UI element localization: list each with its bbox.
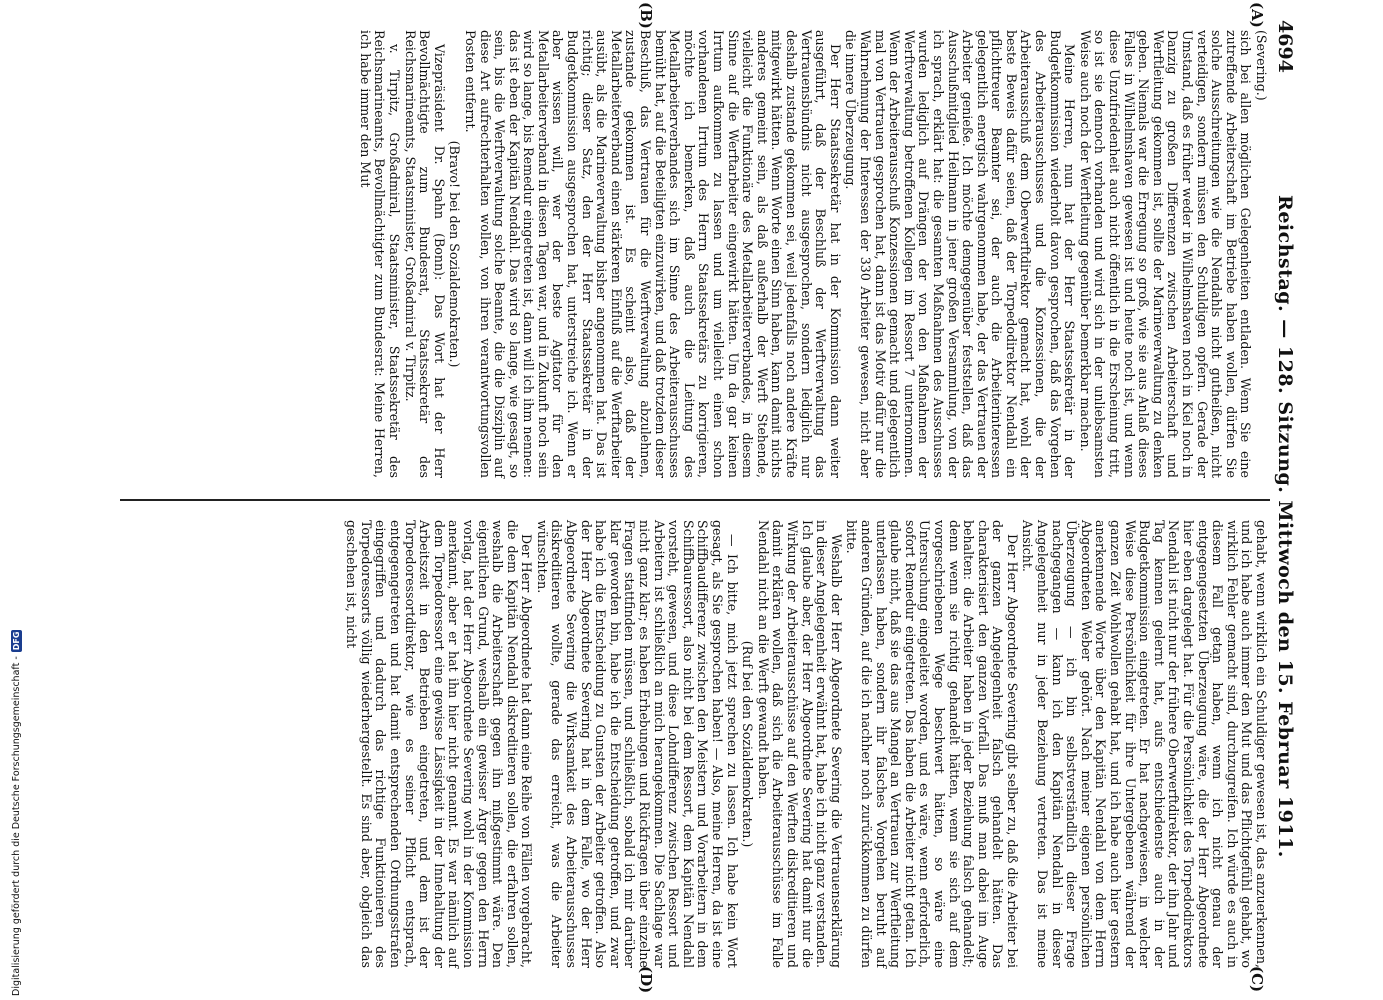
margin-mark-c: (C): [1248, 966, 1266, 993]
paragraph: Der Herr Staatssekretär hat in der Kommission dann weiter ausgeführt, daß der Beschluß der Werftverwaltung das Vertrauensbündnis nicht ausgesprochen, sondern lediglich nur deshalb zustande gekommen sei, weil jedenfalls noch andere Kräfte mitgewirkt hätten. Wenn Worte einen Sinn haben, kann damit nichts anderes gemeint sein, als daß außerhalb der Werft Stehende, vielleicht die Funktionäre des Metallarbeiterverbandes, in diesem Sinne auf die Werftarbeiter eingewirkt hätten. Um da gar keinen Irrtum aufkommen zu lassen und um vielleicht einen schon vorhandenen Irrtum des Herrn Staatssekretärs zu korrigieren, möchte ich bemerken, daß auch die Leitung des Metallarbeiterverbandes sich im Sinne des Arbeiterausschusses bemüht hat, auf die Beteiligten einzuwirken, und daß trotzdem dieser Beschluß, das Vertrauen für die Werftverwaltung abzulehnen, zustande gekommen ist. Es scheint also, daß der Metallarbeiterverband einen stärkeren Einfluß auf die Werftarbeiter ausübt, als die Marineverwaltung bisher angenommen hat. Das ist richtig; dieser Satz, den der Herr Staatssekretär in der Budgetkommission ausgesprochen hat, unterstreiche ich. Wenn er aber wissen will, wer der beste Agitator für den Metallarbeiterverband in diesen Tagen war, und in Zukunft noch sein wird so lange, bis Remedur eingetreten ist, dann will ich ihm nennen: das ist eben der Kapitän Nendahl. Das wird so lange, wie gesagt, so sein, bis die Werftverwaltung solche Beamte, die die Disziplin auf diese Art aufrechterhalten wollen, von ihren verantwortungsvollen Posten entfernt.: [462, 30, 843, 478]
paragraph: — Ich bitte, mich jetzt sprechen zu lassen. Ich habe kein Wort gesagt, als Sie gesprochen haben! — Also, meine Herren, da ist eine Schiffbaudifferenz zwischen den Meistern und Vorarbeitern in dem Schiffbauressort, also nicht bei dem Ressort, dem Kapitän Nendahl vorsteht, gewesen, und diese Lohndifferenz zwischen Ressort und Arbeitern ist schließlich an mich herangekommen. Die Sachlage war nicht ganz klar; es haben Erhebungen und Rückfragen über einzelne Fragen stattfinden müssen, und schließlich, sobald ich mir darüber klar geworden bin, habe ich die Entscheidung getroffen, und zwar habe ich die Entscheidung zu Gunsten der Arbeiter getroffen. Also der Herr Abgeordnete Severing hat in dem Falle, wo der Herr Abgeordnete Severing die Wirksamkeit des Arbeiterausschusses diskreditieren wollte, gerade das erreicht, was die Arbeiter wünschten.: [534, 520, 740, 968]
digitization-credit: [0, 0, 22, 1000]
paragraph: Weshalb der Herr Abgeordnete Severing die Vertrauenserklärung in dieser Angelegenheit erwähnt hat, habe ich nicht ganz verstanden. Ich glaube aber, der Herr Abgeordnete Severing hat damit nur die Wirkung der Arbeiterausschüsse auf den Werften diskreditieren und damit erklären wollen, daß sich die Arbeiterausschüsse im Falle Nendahl nicht an die Werft gewandt haben.: [755, 520, 844, 968]
paragraph: gehabt, wenn wirklich ein Schuldiger gewesen ist, das anzuerkennen, und ich habe auch immer den Mut und das Pflichtgefühl gehabt, wo wirklich Fehler gemacht sind, durchzugreifen. Ich würde es auch in diesem Fall getan haben, wenn ich nicht genau der entgegengesetzten Überzeugung wäre, die der Herr Abgeordnete hier eben dargelegt hat. Für die Persönlichkeit des Torpedodirektors Nendahl ist nicht nur der frühere Oberwerftdirektor, der ihn Jahr und Tag kennen gelernt hat, aufs entschiedenste auch in der Budgetkommission eingetreten. Er hat nachgewiesen, in welcher Weise diese Persönlichkeit für ihre Untergebenen während der ganzen Zeit Wohlwollen gehabt hat, und ich habe auch hier gestern anerkennende Worte über den Kapitän Nendahl von dem Herrn Abgeordneten Weber gehört. Nach meiner eigenen persönlichen Überzeugung — ich bin selbstverständlich dieser Frage nachgegangen — kann ich den Kapitän Nendahl in dieser Angelegenheit nur in jeder Beziehung vertreten. Das ist meine Ansicht.: [1020, 520, 1269, 968]
page-title: Reichstag. — 128. Sitzung. Mittwoch den 15. Februar 1911.: [1274, 195, 1296, 858]
left-column: [356, 30, 1268, 478]
paragraph: Meine Herren, nun hat der Herr Staatssekretär in der Budgetkommission wiederholt davon gesprochen, daß das Vorgehen des Arbeiterausschusses und die Konzessionen, die der Arbeiterausschuß dem Oberwerftdirektor gemacht hat, wohl der beste Beweis dafür seien, daß der Torpedodirektor Nendahl ein pflichttreuer Beamter sei, der auch die Arbeiterinteressen gelegentlich energisch wahrgenommen habe, der das Vertrauen der Arbeiter genieße. Ich möchte demgegenüber feststellen, daß das Ausschußmitglied Heilmann in jener großen Versammlung, von der ich sprach, erklärt hat: die gesamten Maßnahmen des Ausschusses wurden lediglich auf Drängen der von den Maßnahmen der Werftverwaltung betroffenen Kollegen im Ressort 7 unternommen. Wenn der Arbeiterausschuß Konzessionen gemacht und gelegentlich mal von Vertrauen gesprochen hat, dann ist das Motiv dafür nur die Wahrnehmung der Interessen der 330 Arbeiter gewesen, nicht aber die innere Überzeugung.: [843, 30, 1078, 478]
margin-mark-b: (B): [637, 2, 655, 29]
paragraph: Der Herr Abgeordnete Severing gibt selber zu, daß die Arbeiter bei der ganzen Angelegenheit falsch gehandelt hätten. Das charakterisiert den ganzen Vorfall. Das muß man dabei im Auge behalten: die Arbeiter haben in jeder Beziehung falsch gehandelt; denn wenn sie richtig gehandelt hätten, wenn sie sich auf dem vorgeschriebenen Wege beschwert hätten, so wäre eine Untersuchung eingeleitet worden, und es wäre, wenn erforderlich, sofort Remedur eingetreten. Das haben die Arbeiter nicht getan. Ich glaube nicht, daß sie das aus Mangel an Vertrauen zur Werftleitung unterlassen haben, sondern ihr falsches Vorgehen beruht auf anderen Gründen, auf die ich nachher noch zurückkommen zu dürfen bitte.: [844, 520, 1020, 968]
credit-text: Digitalisierung gefördert durch die Deutsche Forschungsgemeinschaft -: [11, 656, 22, 996]
speaker-note: (Severing.): [1254, 30, 1269, 101]
dfg-logo-icon: DFG: [12, 631, 21, 651]
page-number: 4694: [1274, 20, 1296, 73]
margin-mark-a: (A): [1248, 2, 1266, 28]
margin-mark-d: (D): [637, 966, 655, 994]
interjection: (Bravo! bei den Sozialdemokraten.): [447, 140, 463, 368]
paragraph: Vizepräsident Dr. Spahn (Bonn): Das Wort hat der Herr Bevollmächtigte zum Bundesrat, Staatssekretär des Reichsmarineamts, Staatsminister, Großadmiral v. Tirpitz.: [402, 30, 447, 478]
column-divider: [120, 499, 1270, 501]
paragraph: v. Tirpitz, Großadmiral, Staatsminister, Staatssekretär des Reichsmarineamts, Bevollmächtigter zum Bundesrat: Meine Herren, ich habe immer den Mut: [357, 30, 402, 478]
page-header: [1272, 20, 1296, 980]
paragraph: sich bei allen möglichen Gelegenheiten entladen. Wenn Sie eine zutreffende Arbeiterschaft im Betriebe haben wollen, dürfen Sie solche Ausschreitungen wie die Nendahls nicht gutheißen, nicht verteidigen, sondern müssen den Schuldigen opfern. Gerade der Umstand, daß es früher weder in Wilhelmshaven noch in Kiel noch in Danzig zu großen Differenzen zwischen Arbeiterschaft und Werftleitung gekommen ist, sollte der Marineverwaltung zu denken geben. Niemals war die Erregung so groß, wie sie aus Anlaß dieses Falles in Wilhelmshaven gewesen ist und heute noch ist, und wenn diese Unzufriedenheit auch nicht öffentlich in die Erscheinung tritt, so ist sie dennoch vorhanden und wird sich in der unliebsamsten Weise auch noch der Werftleitung gegenüber bemerkbar machen.: [1077, 30, 1254, 478]
interjection: (Ruf bei den Sozialdemokraten.): [740, 640, 756, 848]
paragraph: Der Herr Abgeordnete hat dann eine Reihe von Fällen vorgebracht, die dem Kapitän Nendahl diskreditieren sollen, die erfahren sollen, weshalb die Arbeiterschaft gegen ihn mißgestimmt wäre. Den eigentlichen Grund, weshalb ein gewisser Ärger gegen den Herrn vorlag, hat der Herr Abgeordnete Severing wohl in der Kommission anerkannt, aber er hat ihn hier nicht genannt. Es war nämlich auf dem Torpedoressort eine gewisse Lässigkeit in der Innehaltung der Arbeitszeit in den Betrieben eingetreten, und dem ist der Torpedoressortdirektor, wie es seiner Pflicht entsprach, entgegengetreten und hat damit entsprechenden Ordnungsstrafen eingegriffen und dadurch das richtige Funktionieren des Torpedoressorts völlig wiederhergestellt. Es sind aber, obgleich das geschehen ist, nicht: [344, 520, 535, 968]
right-column: [343, 520, 1268, 968]
